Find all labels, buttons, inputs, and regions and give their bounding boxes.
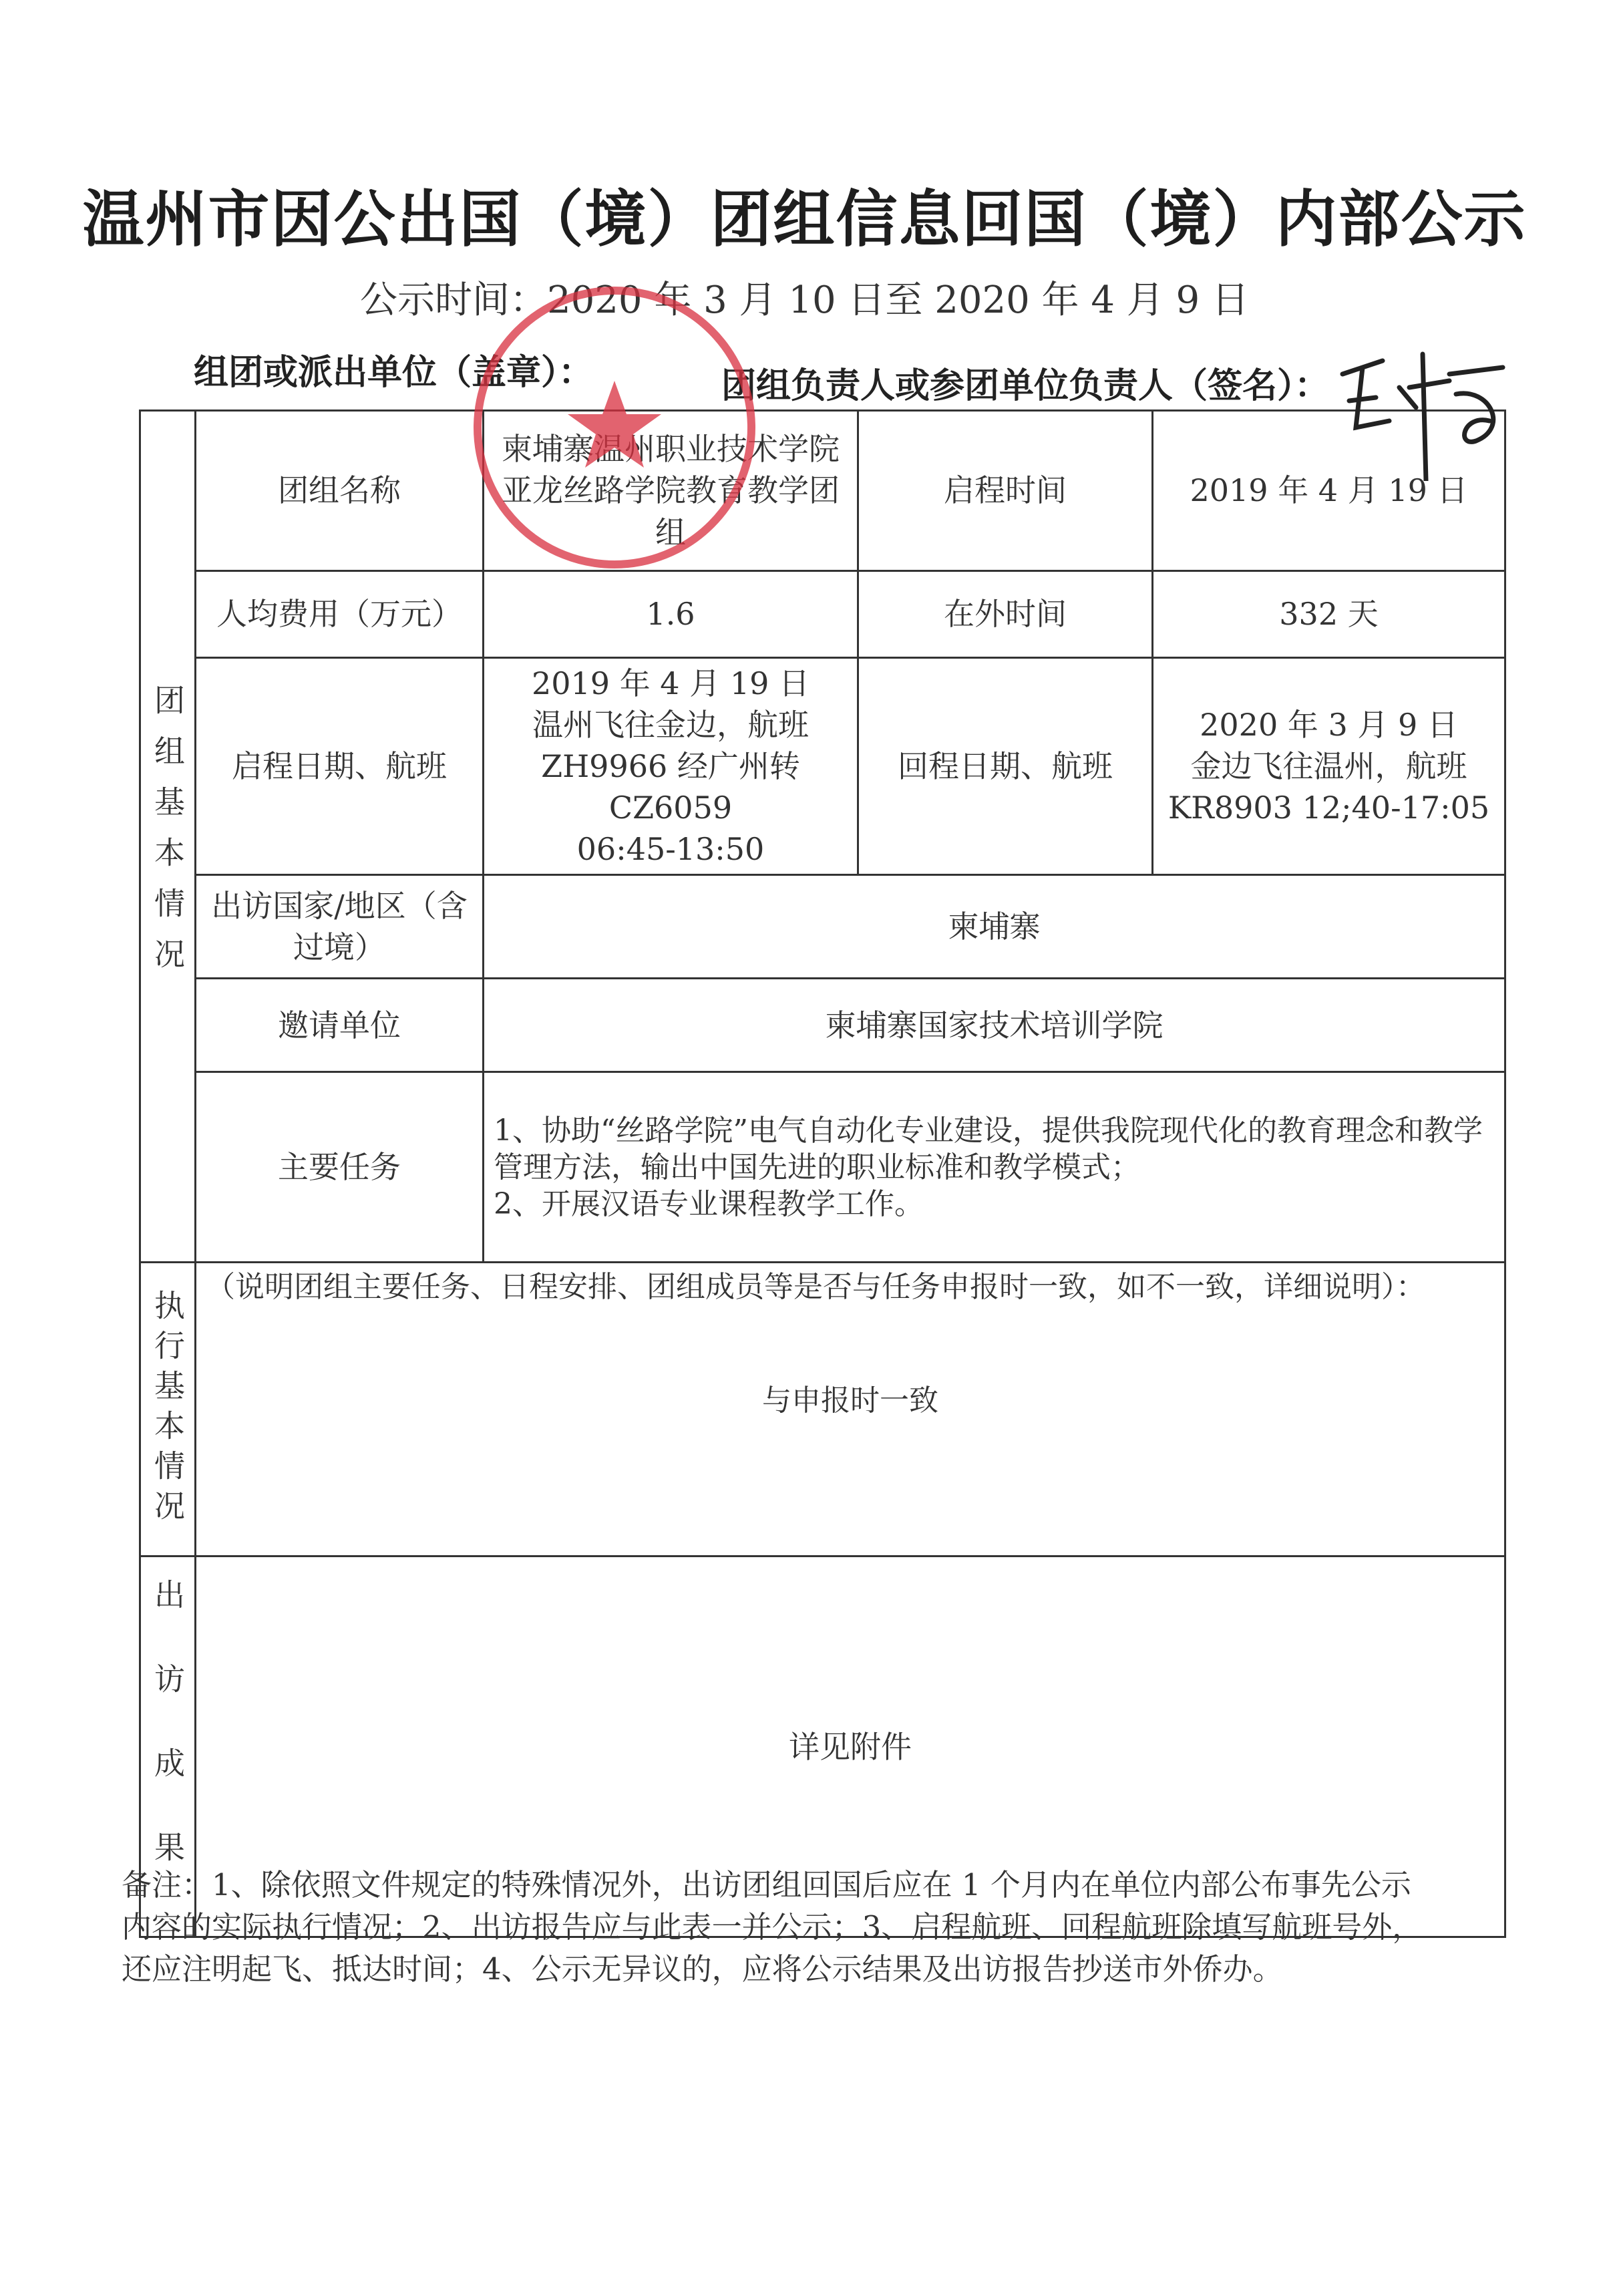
handwritten-signature (1336, 347, 1516, 481)
section-result: 出访成果 (140, 1556, 196, 1937)
unit-seal-label: 组团或派出单位（盖章）： (194, 353, 594, 393)
country-label: 出访国家/地区（含过境） (196, 875, 484, 979)
group-name-label: 团组名称 (196, 411, 484, 571)
depart-route: 温州飞往金边，航班 (532, 707, 809, 744)
return-date: 2020 年 3 月 9 日 (1200, 707, 1458, 744)
group-name: 柬埔寨温州职业技术学院亚龙丝路学院教育教学团组 (484, 411, 858, 571)
abroad-label: 在外时间 (858, 571, 1153, 658)
depart-time: 2019 年 4 月 19 日 (1153, 411, 1505, 571)
depart-flight-label: 启程日期、航班 (196, 658, 484, 875)
tasks-label: 主要任务 (196, 1072, 484, 1263)
return-flight-no: KR8903 12;40-17:05 (1168, 790, 1490, 826)
depart-flight-no: ZH9966 经广州转 CZ6059 (541, 748, 800, 826)
exec-cell (196, 1263, 1505, 1556)
inviter-value: 柬埔寨国家技术培训学院 (484, 979, 1505, 1072)
depart-date: 2019 年 4 月 19 日 (532, 665, 810, 701)
publicity-period: 公示时间：2020 年 3 月 10 日至 2020 年 4 月 9 日 (360, 279, 1249, 322)
depart-flight (484, 658, 858, 875)
return-flight-label: 回程日期、航班 (858, 658, 1153, 875)
return-route: 金边飞往温州，航班 (1190, 748, 1467, 785)
country-value: 柬埔寨 (484, 875, 1505, 979)
task-1: 1、协助“丝路学院”电气自动化专业建设，提供我院现代化的教育理念和教学管理方法，输出中国先进的职业标准和教学模式； (494, 1113, 1483, 1184)
info-table (139, 409, 1506, 1938)
abroad-value: 332 天 (1153, 571, 1505, 658)
document-title: 温州市因公出国（境）团组信息回国（境）内部公示 (82, 184, 1527, 255)
depart-flight-time: 06:45-13:50 (576, 831, 765, 868)
cost-label: 人均费用（万元） (196, 571, 484, 658)
return-flight (1153, 658, 1505, 875)
result-value: 详见附件 (196, 1556, 1505, 1937)
inviter-label: 邀请单位 (196, 979, 484, 1072)
footnotes: 备注：1、除依照文件规定的特殊情况外，出访团组回国后应在 1 个月内在单位内部公布事先公示内容的实际执行情况；2、出访报告应与此表一并公示；3、启程航班、回程航班除填写航班号外，还应注明起飞、抵达时间；4、公示无异议的，应将公示结果及出访报告抄送市外侨办。 (122, 1867, 1423, 1987)
section-basic: 团组基本情况 (140, 411, 196, 1263)
cost-value: 1.6 (484, 571, 858, 658)
official-seal-stamp (468, 281, 761, 575)
depart-time-label: 启程时间 (858, 411, 1153, 571)
exec-note: （说明团组主要任务、日程安排、团组成员等是否与任务申报时一致，如不一致，详细说明）： (206, 1270, 1425, 1305)
tasks-value (484, 1072, 1505, 1263)
exec-value: 与申报时一致 (762, 1383, 938, 1418)
task-2: 2、开展汉语专业课程教学工作。 (494, 1186, 924, 1221)
leader-signature-label: 团组负责人或参团单位负责人（签名）： (721, 366, 1330, 406)
section-exec: 执行基本情况 (140, 1263, 196, 1556)
